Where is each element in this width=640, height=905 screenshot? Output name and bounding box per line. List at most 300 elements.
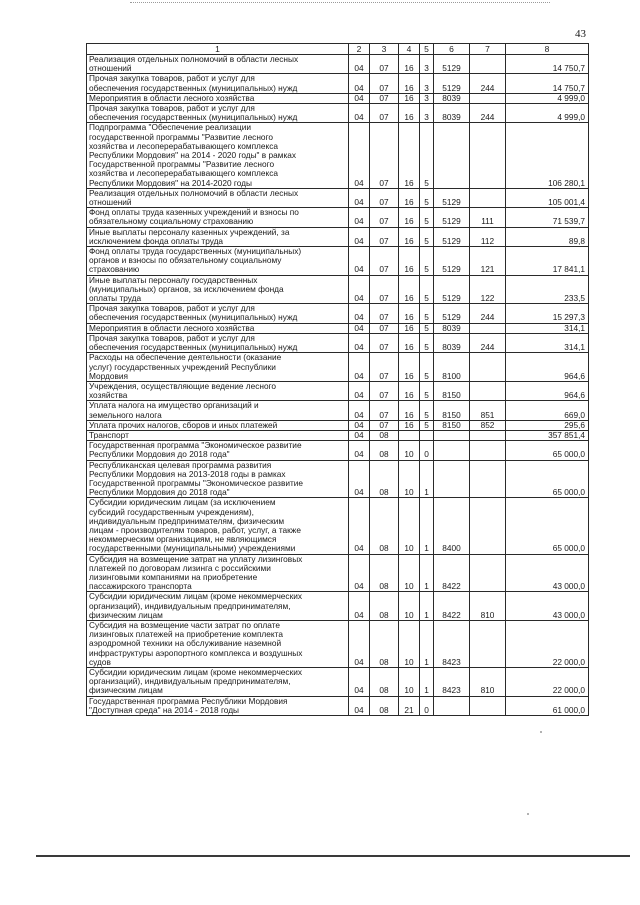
program-code: 10 bbox=[399, 441, 420, 460]
amount: 43 000,0 bbox=[506, 592, 589, 621]
target-article-code bbox=[434, 441, 470, 460]
section-code: 04 bbox=[349, 247, 370, 276]
subsection-code: 08 bbox=[370, 498, 399, 554]
program-code: 10 bbox=[399, 620, 420, 667]
section-code: 04 bbox=[349, 498, 370, 554]
amount: 14 750,7 bbox=[506, 74, 589, 93]
subsection-code: 07 bbox=[370, 247, 399, 276]
column-header-5: 5 bbox=[420, 44, 434, 55]
amount: 314,1 bbox=[506, 323, 589, 333]
row-description bbox=[87, 227, 349, 246]
row-description-line: Субсидии юридическим лицам (кроме некоммерческих bbox=[89, 591, 302, 602]
row-description bbox=[87, 188, 349, 207]
table-row bbox=[87, 333, 589, 352]
row-description bbox=[87, 247, 349, 276]
section-code: 04 bbox=[349, 430, 370, 440]
expense-type-code bbox=[470, 55, 506, 74]
target-article-code: 8150 bbox=[434, 401, 470, 420]
expense-type-code: 121 bbox=[470, 247, 506, 276]
amount: 357 851,4 bbox=[506, 430, 589, 440]
subprogram-code: 5 bbox=[420, 227, 434, 246]
amount: 43 000,0 bbox=[506, 554, 589, 592]
row-description bbox=[87, 74, 349, 93]
target-article-code: 8423 bbox=[434, 668, 470, 697]
amount: 89,8 bbox=[506, 227, 589, 246]
table-row bbox=[87, 430, 589, 440]
row-description bbox=[87, 430, 349, 440]
subsection-code: 08 bbox=[370, 620, 399, 667]
row-description-line: Уплата налога на имущество организаций и bbox=[89, 400, 259, 411]
program-code: 16 bbox=[399, 227, 420, 246]
row-description bbox=[87, 93, 349, 103]
section-code: 04 bbox=[349, 420, 370, 430]
row-description-line: некоммерческим организациям, не являющимся bbox=[89, 534, 277, 545]
row-description bbox=[87, 592, 349, 621]
subprogram-code: 3 bbox=[420, 93, 434, 103]
program-code: 10 bbox=[399, 498, 420, 554]
table-row bbox=[87, 247, 589, 276]
row-description-line: Республики Мордовия" на 2014-2020 годы bbox=[89, 177, 252, 188]
program-code: 16 bbox=[399, 401, 420, 420]
table-row bbox=[87, 668, 589, 697]
row-description-line: Республики Мордовия" на 2014 - 2020 годы" в рамках bbox=[89, 150, 297, 161]
subprogram-code: 3 bbox=[420, 104, 434, 123]
section-code: 04 bbox=[349, 592, 370, 621]
row-description-line: Фонд оплаты труда казенных учреждений и взносы по bbox=[89, 207, 299, 218]
row-description-line: организаций), индивидуальным предпринимателям, bbox=[89, 676, 291, 687]
amount: 65 000,0 bbox=[506, 441, 589, 460]
subprogram-code bbox=[420, 430, 434, 440]
program-code: 16 bbox=[399, 104, 420, 123]
program-code bbox=[399, 430, 420, 440]
row-description bbox=[87, 460, 349, 498]
amount: 964,6 bbox=[506, 381, 589, 400]
row-description-line: Расходы на обеспечение деятельности (оказание bbox=[89, 352, 282, 363]
section-code: 04 bbox=[349, 304, 370, 323]
subprogram-code: 5 bbox=[420, 247, 434, 276]
budget-table bbox=[86, 43, 589, 716]
subsection-code: 08 bbox=[370, 441, 399, 460]
table-row bbox=[87, 420, 589, 430]
row-description bbox=[87, 381, 349, 400]
section-code: 04 bbox=[349, 323, 370, 333]
subprogram-code: 5 bbox=[420, 323, 434, 333]
subsection-code: 07 bbox=[370, 353, 399, 382]
row-description bbox=[87, 323, 349, 333]
row-description-line: лицам - производителям товаров, работ, услуг, а также bbox=[89, 524, 301, 535]
expense-type-code: 122 bbox=[470, 275, 506, 304]
target-article-code: 5129 bbox=[434, 275, 470, 304]
row-description-line: Государственной программы "Экономическое развитие bbox=[89, 477, 304, 488]
row-description-line: Государственной программы "Развитие лесного bbox=[89, 159, 275, 170]
table-row bbox=[87, 441, 589, 460]
expense-type-code: 851 bbox=[470, 401, 506, 420]
amount: 65 000,0 bbox=[506, 498, 589, 554]
program-code: 16 bbox=[399, 323, 420, 333]
row-description-line: органов и взносы по обязательному социальному bbox=[89, 255, 282, 266]
subsection-code: 07 bbox=[370, 420, 399, 430]
row-description bbox=[87, 420, 349, 430]
row-description-line: хозяйства и лесоперерабатывающего комплекса bbox=[89, 140, 279, 151]
row-description-line: Иные выплаты персоналу казенных учреждений, за bbox=[89, 227, 290, 237]
subsection-code: 07 bbox=[370, 401, 399, 420]
row-description-line: физическим лицам bbox=[89, 685, 163, 696]
target-article-code bbox=[434, 696, 470, 715]
row-description-line: обеспечения государственных (муниципальных) нужд bbox=[89, 342, 298, 353]
row-description bbox=[87, 208, 349, 227]
subprogram-code: 0 bbox=[420, 696, 434, 715]
row-description-line: индивидуальным предпринимателям, физическим bbox=[89, 515, 285, 526]
table-row bbox=[87, 381, 589, 400]
table-row bbox=[87, 592, 589, 621]
subsection-code: 08 bbox=[370, 430, 399, 440]
row-description-line: аэродромной техники на обслуживание наземной bbox=[89, 638, 282, 649]
subsection-code: 08 bbox=[370, 460, 399, 498]
row-description-line: Республики Мордовия на 2013-2018 годы в рамках bbox=[89, 468, 286, 479]
table-row bbox=[87, 93, 589, 103]
row-description-line: Государственная программа Республики Мордовия bbox=[89, 696, 288, 706]
amount: 17 841,1 bbox=[506, 247, 589, 276]
row-description-line: пассажирского транспорта bbox=[89, 581, 192, 592]
row-description-line: Уплата прочих налогов, сборов и иных платежей bbox=[89, 420, 278, 430]
row-description-line: исключением фонда оплаты труда bbox=[89, 235, 224, 246]
subsection-code: 07 bbox=[370, 74, 399, 93]
expense-type-code bbox=[470, 430, 506, 440]
expense-type-code: 852 bbox=[470, 420, 506, 430]
subsection-code: 08 bbox=[370, 668, 399, 697]
subprogram-code: 0 bbox=[420, 441, 434, 460]
subprogram-code: 5 bbox=[420, 208, 434, 227]
column-header-8: 8 bbox=[506, 44, 589, 55]
subsection-code: 07 bbox=[370, 55, 399, 74]
row-description-line: земельного налога bbox=[89, 409, 162, 420]
expense-type-code bbox=[470, 123, 506, 188]
program-code: 21 bbox=[399, 696, 420, 715]
table-row bbox=[87, 498, 589, 554]
row-description bbox=[87, 304, 349, 323]
table-row bbox=[87, 353, 589, 382]
row-description-line: Прочая закупка товаров, работ и услуг для bbox=[89, 333, 255, 343]
row-description-line: организаций), индивидуальным предпринимателям, bbox=[89, 600, 291, 611]
subprogram-code: 5 bbox=[420, 275, 434, 304]
target-article-code bbox=[434, 430, 470, 440]
section-code: 04 bbox=[349, 188, 370, 207]
row-description-line: Республики Мордовия до 2018 года" bbox=[89, 449, 230, 460]
row-description-line: Субсидии юридическим лицам (кроме некоммерческих bbox=[89, 667, 302, 677]
amount: 61 000,0 bbox=[506, 696, 589, 715]
program-code: 10 bbox=[399, 460, 420, 498]
expense-type-code: 810 bbox=[470, 592, 506, 621]
target-article-code: 8423 bbox=[434, 620, 470, 667]
target-article-code: 5129 bbox=[434, 304, 470, 323]
row-description-line: субсидий государственным учреждениям), bbox=[89, 506, 254, 517]
row-description-line: физическим лицам bbox=[89, 609, 163, 620]
column-header-4: 4 bbox=[399, 44, 420, 55]
table-row bbox=[87, 554, 589, 592]
expense-type-code: 810 bbox=[470, 668, 506, 697]
program-code: 10 bbox=[399, 668, 420, 697]
target-article-code: 5129 bbox=[434, 227, 470, 246]
expense-type-code: 244 bbox=[470, 74, 506, 93]
row-description-line: Республики Мордовия до 2018 года" bbox=[89, 487, 230, 498]
section-code: 04 bbox=[349, 275, 370, 304]
section-code: 04 bbox=[349, 620, 370, 667]
scan-speck bbox=[540, 731, 542, 733]
program-code: 16 bbox=[399, 381, 420, 400]
row-description-line: Транспорт bbox=[89, 430, 129, 440]
expense-type-code bbox=[470, 323, 506, 333]
row-description-line: обеспечения государственных (муниципальных) нужд bbox=[89, 82, 298, 93]
table-row bbox=[87, 208, 589, 227]
program-code: 16 bbox=[399, 247, 420, 276]
row-description-line: "Доступная среда" на 2014 - 2018 годы bbox=[89, 704, 240, 715]
subsection-code: 07 bbox=[370, 381, 399, 400]
subsection-code: 07 bbox=[370, 275, 399, 304]
subsection-code: 08 bbox=[370, 592, 399, 621]
subsection-code: 08 bbox=[370, 696, 399, 715]
expense-type-code bbox=[470, 498, 506, 554]
subprogram-code: 5 bbox=[420, 123, 434, 188]
target-article-code: 8422 bbox=[434, 554, 470, 592]
section-code: 04 bbox=[349, 55, 370, 74]
table-row bbox=[87, 74, 589, 93]
table-row bbox=[87, 188, 589, 207]
section-code: 04 bbox=[349, 333, 370, 352]
row-description-line: оплаты труда bbox=[89, 293, 142, 304]
section-code: 04 bbox=[349, 401, 370, 420]
expense-type-code bbox=[470, 696, 506, 715]
section-code: 04 bbox=[349, 353, 370, 382]
table-row bbox=[87, 620, 589, 667]
row-description-line: Фонд оплаты труда государственных (муниципальных) bbox=[89, 246, 302, 257]
column-header-3: 3 bbox=[370, 44, 399, 55]
row-description-line: отношений bbox=[89, 197, 132, 208]
row-description-line: Субсидии юридическим лицам (за исключением bbox=[89, 497, 276, 508]
row-description-line: страхованию bbox=[89, 264, 140, 275]
row-description-line: Прочая закупка товаров, работ и услуг для bbox=[89, 303, 255, 314]
row-description-line: Учреждения, осуществляющие ведение лесного bbox=[89, 381, 277, 391]
row-description-line: лизинговыми компаниями на приобретение bbox=[89, 571, 258, 582]
column-header-6: 6 bbox=[434, 44, 470, 55]
row-description-line: хозяйства bbox=[89, 390, 128, 401]
section-code: 04 bbox=[349, 74, 370, 93]
row-description bbox=[87, 668, 349, 697]
table-row bbox=[87, 304, 589, 323]
program-code: 16 bbox=[399, 304, 420, 323]
subsection-code: 07 bbox=[370, 123, 399, 188]
program-code: 16 bbox=[399, 333, 420, 352]
subprogram-code: 5 bbox=[420, 420, 434, 430]
table-row bbox=[87, 104, 589, 123]
row-description bbox=[87, 104, 349, 123]
program-code: 10 bbox=[399, 554, 420, 592]
column-header-7: 7 bbox=[470, 44, 506, 55]
row-description-line: хозяйства и лесоперерабатывающего комплекса bbox=[89, 168, 279, 179]
row-description-line: Реализация отдельных полномочий в области лесных bbox=[89, 54, 299, 64]
amount: 65 000,0 bbox=[506, 460, 589, 498]
row-description bbox=[87, 333, 349, 352]
program-code: 16 bbox=[399, 275, 420, 304]
subprogram-code: 3 bbox=[420, 55, 434, 74]
row-description bbox=[87, 441, 349, 460]
target-article-code: 8039 bbox=[434, 323, 470, 333]
target-article-code: 5129 bbox=[434, 188, 470, 207]
row-description-line: Реализация отдельных полномочий в области лесных bbox=[89, 188, 299, 198]
target-article-code: 5129 bbox=[434, 208, 470, 227]
subsection-code: 07 bbox=[370, 188, 399, 207]
target-article-code: 8150 bbox=[434, 420, 470, 430]
row-description-line: Республиканская целевая программа развития bbox=[89, 460, 272, 470]
amount: 22 000,0 bbox=[506, 620, 589, 667]
row-description bbox=[87, 55, 349, 74]
table-row bbox=[87, 460, 589, 498]
program-code: 16 bbox=[399, 123, 420, 188]
section-code: 04 bbox=[349, 104, 370, 123]
subprogram-code: 5 bbox=[420, 304, 434, 323]
target-article-code bbox=[434, 460, 470, 498]
row-description-line: отношений bbox=[89, 63, 132, 74]
section-code: 04 bbox=[349, 93, 370, 103]
subsection-code: 07 bbox=[370, 104, 399, 123]
amount: 105 001,4 bbox=[506, 188, 589, 207]
row-description-line: государственной программы "Развитие лесного bbox=[89, 131, 273, 142]
target-article-code: 8150 bbox=[434, 381, 470, 400]
table-row bbox=[87, 696, 589, 715]
amount: 295,6 bbox=[506, 420, 589, 430]
row-description-line: Государственная программа "Экономическое развитие bbox=[89, 440, 302, 451]
expense-type-code bbox=[470, 188, 506, 207]
row-description-line: (муниципальных) органов, за исключением фонда bbox=[89, 283, 284, 294]
row-description bbox=[87, 498, 349, 554]
table-row bbox=[87, 323, 589, 333]
row-description bbox=[87, 620, 349, 667]
target-article-code: 5129 bbox=[434, 74, 470, 93]
table-row bbox=[87, 227, 589, 246]
amount: 964,6 bbox=[506, 353, 589, 382]
expense-type-code bbox=[470, 93, 506, 103]
program-code: 16 bbox=[399, 188, 420, 207]
amount: 22 000,0 bbox=[506, 668, 589, 697]
target-article-code bbox=[434, 123, 470, 188]
subsection-code: 07 bbox=[370, 333, 399, 352]
expense-type-code: 244 bbox=[470, 104, 506, 123]
target-article-code: 8039 bbox=[434, 333, 470, 352]
section-code: 04 bbox=[349, 208, 370, 227]
column-header-1: 1 bbox=[87, 44, 349, 55]
row-description-line: обеспечения государственных (муниципальных) нужд bbox=[89, 312, 298, 323]
subprogram-code: 1 bbox=[420, 668, 434, 697]
row-description-line: государственными (муниципальными) учреждениями bbox=[89, 543, 296, 554]
row-description bbox=[87, 275, 349, 304]
row-description-line: Иные выплаты персоналу государственных bbox=[89, 275, 258, 285]
program-code: 10 bbox=[399, 592, 420, 621]
row-description-line: Прочая закупка товаров, работ и услуг для bbox=[89, 103, 255, 114]
amount: 14 750,7 bbox=[506, 55, 589, 74]
scan-edge-mark bbox=[130, 2, 550, 4]
subprogram-code: 5 bbox=[420, 381, 434, 400]
subprogram-code: 5 bbox=[420, 353, 434, 382]
section-code: 04 bbox=[349, 460, 370, 498]
target-article-code: 8039 bbox=[434, 104, 470, 123]
column-header-2: 2 bbox=[349, 44, 370, 55]
row-description-line: платежей по договорам лизинга с российскими bbox=[89, 562, 271, 573]
row-description-line: Мордовия bbox=[89, 370, 129, 381]
row-description-line: Мероприятия в области лесного хозяйства bbox=[89, 93, 255, 103]
amount: 4 999,0 bbox=[506, 104, 589, 123]
expense-type-code bbox=[470, 620, 506, 667]
expense-type-code: 244 bbox=[470, 304, 506, 323]
expense-type-code bbox=[470, 381, 506, 400]
subsection-code: 07 bbox=[370, 208, 399, 227]
table-row bbox=[87, 55, 589, 74]
page-number: 43 bbox=[575, 28, 586, 40]
target-article-code: 5129 bbox=[434, 55, 470, 74]
section-code: 04 bbox=[349, 696, 370, 715]
row-description-line: Субсидия на возмещение затрат на уплату лизинговых bbox=[89, 554, 303, 564]
row-description-line: инфраструктуры аэропортного комплекса и воздушных bbox=[89, 647, 303, 658]
bottom-rule bbox=[36, 855, 630, 857]
subsection-code: 07 bbox=[370, 323, 399, 333]
program-code: 16 bbox=[399, 353, 420, 382]
amount: 4 999,0 bbox=[506, 93, 589, 103]
subprogram-code: 5 bbox=[420, 188, 434, 207]
expense-type-code bbox=[470, 441, 506, 460]
row-description bbox=[87, 554, 349, 592]
amount: 15 297,3 bbox=[506, 304, 589, 323]
expense-type-code: 112 bbox=[470, 227, 506, 246]
subsection-code: 07 bbox=[370, 93, 399, 103]
column-number-header-row bbox=[87, 44, 589, 55]
target-article-code: 8400 bbox=[434, 498, 470, 554]
section-code: 04 bbox=[349, 381, 370, 400]
target-article-code: 8100 bbox=[434, 353, 470, 382]
row-description bbox=[87, 401, 349, 420]
program-code: 16 bbox=[399, 93, 420, 103]
section-code: 04 bbox=[349, 554, 370, 592]
row-description-line: Мероприятия в области лесного хозяйства bbox=[89, 323, 255, 333]
amount: 106 280,1 bbox=[506, 123, 589, 188]
expense-type-code: 111 bbox=[470, 208, 506, 227]
row-description bbox=[87, 696, 349, 715]
table-body bbox=[87, 55, 589, 716]
table-row bbox=[87, 275, 589, 304]
section-code: 04 bbox=[349, 668, 370, 697]
expense-type-code bbox=[470, 554, 506, 592]
row-description-line: Субсидия на возмещение части затрат по оплате bbox=[89, 620, 281, 630]
amount: 233,5 bbox=[506, 275, 589, 304]
row-description-line: обязательному социальному страхованию bbox=[89, 216, 254, 227]
scan-speck bbox=[527, 813, 529, 815]
program-code: 16 bbox=[399, 208, 420, 227]
row-description-line: обеспечения государственных (муниципальных) нужд bbox=[89, 112, 298, 123]
subsection-code: 07 bbox=[370, 227, 399, 246]
section-code: 04 bbox=[349, 441, 370, 460]
subprogram-code: 3 bbox=[420, 74, 434, 93]
amount: 71 539,7 bbox=[506, 208, 589, 227]
program-code: 16 bbox=[399, 74, 420, 93]
subprogram-code: 1 bbox=[420, 620, 434, 667]
subprogram-code: 5 bbox=[420, 401, 434, 420]
row-description bbox=[87, 353, 349, 382]
target-article-code: 5129 bbox=[434, 247, 470, 276]
amount: 314,1 bbox=[506, 333, 589, 352]
row-description-line: Прочая закупка товаров, работ и услуг для bbox=[89, 73, 255, 84]
section-code: 04 bbox=[349, 227, 370, 246]
section-code: 04 bbox=[349, 123, 370, 188]
row-description-line: услуг) государственных учреждений Республики bbox=[89, 361, 276, 372]
program-code: 16 bbox=[399, 55, 420, 74]
row-description-line: лизинговых платежей на приобретение комплекта bbox=[89, 629, 283, 640]
